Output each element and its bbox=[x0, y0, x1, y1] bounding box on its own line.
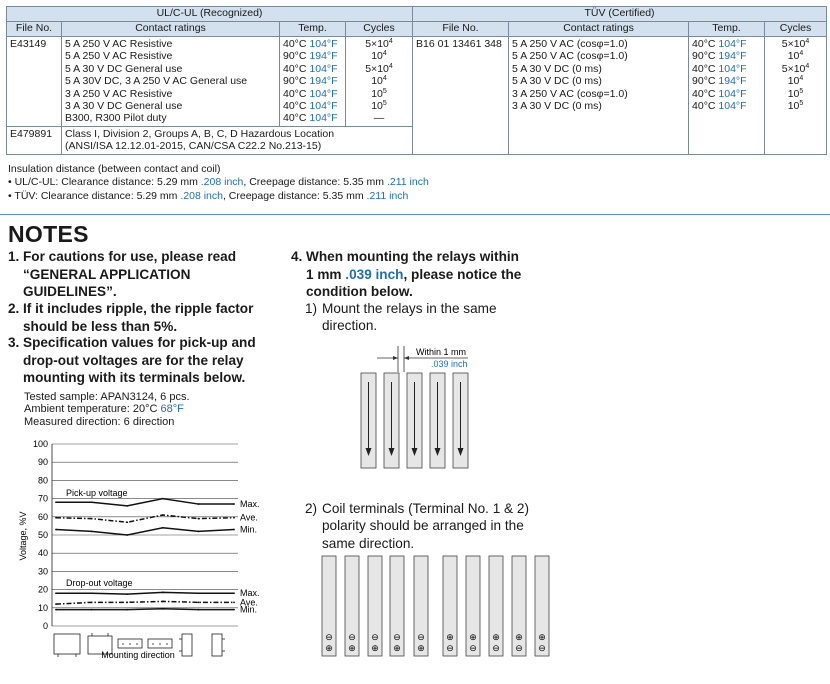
contact-rating: 3 A 250 V AC (cosφ=1.0) bbox=[512, 87, 628, 100]
temp-c: 40°C bbox=[692, 87, 719, 100]
insulation-section bbox=[8, 163, 429, 203]
data-point bbox=[55, 592, 57, 594]
col-contact-ratings: Contact ratings bbox=[62, 22, 280, 37]
minus-terminal: ⊖ bbox=[325, 632, 333, 642]
insulation-text: • UL/C-UL: Clearance distance: 5.29 mm bbox=[8, 176, 201, 189]
data-point bbox=[233, 601, 235, 603]
data-point bbox=[198, 592, 200, 594]
contact-rating: 5 A 250 V AC Resistive bbox=[65, 38, 173, 50]
ul-temp-cell bbox=[280, 37, 346, 127]
y-tick-label: 0 bbox=[42, 621, 48, 631]
note-line: should be less than 5%. bbox=[23, 318, 178, 334]
tuv-file-no: B16 01 13461 348 bbox=[413, 37, 509, 155]
y-tick-label: 10 bbox=[37, 602, 48, 613]
ambient-text: Ambient temperature: 20°C bbox=[24, 403, 161, 416]
contact-rating: 5 A 30V DC, 3 A 250 V AC General use bbox=[65, 75, 248, 88]
insulation-text: • TÜV: Clearance distance: 5.29 mm bbox=[8, 189, 181, 202]
tuv-contact-cell bbox=[509, 37, 689, 155]
data-point bbox=[162, 601, 164, 603]
series-line-pick-up-max bbox=[56, 499, 234, 506]
data-point bbox=[162, 514, 164, 516]
y-tick-label: 50 bbox=[37, 530, 48, 540]
x-axis-label-line: Mounting direction bbox=[101, 650, 175, 660]
cycles-base: 10 bbox=[787, 75, 800, 88]
data-point bbox=[126, 521, 128, 523]
note-1 bbox=[8, 248, 288, 301]
contact-rating: 5 A 250 V AC Resistive bbox=[65, 50, 173, 63]
data-point bbox=[55, 603, 57, 605]
temp-value bbox=[692, 75, 761, 87]
temp-c: 40°C bbox=[283, 87, 310, 100]
plus-terminal: ⊕ bbox=[515, 632, 523, 642]
direction-icon bbox=[182, 634, 192, 656]
chart-series bbox=[55, 498, 235, 611]
temp-c: 40°C bbox=[283, 112, 310, 125]
condition-line: direction. bbox=[322, 318, 378, 334]
direction-icon bbox=[54, 634, 80, 654]
temp-f: 104°F bbox=[309, 99, 338, 112]
series-label: Min. bbox=[240, 524, 258, 535]
data-point bbox=[91, 518, 93, 520]
data-point bbox=[91, 609, 93, 611]
temp-c: 40°C bbox=[692, 99, 719, 112]
cycles-value bbox=[768, 38, 823, 50]
cycles-value bbox=[349, 100, 409, 112]
col-file-no: File No. bbox=[413, 22, 509, 37]
note-text: , please notice the bbox=[403, 266, 522, 282]
minus-terminal: ⊖ bbox=[417, 632, 425, 642]
chart-grid bbox=[52, 444, 238, 626]
insulation-ul-line bbox=[8, 176, 429, 189]
insulation-inch: .211 inch bbox=[366, 189, 409, 202]
temp-c: 40°C bbox=[283, 62, 310, 75]
data-point bbox=[91, 592, 93, 594]
same-direction-diagram bbox=[355, 340, 495, 475]
minus-terminal: ⊖ bbox=[371, 632, 379, 642]
data-point bbox=[55, 517, 57, 519]
temp-f: 104°F bbox=[309, 112, 338, 125]
contact-rating: 3 A 250 V AC Resistive bbox=[65, 87, 173, 100]
cycles-base: 5×10 bbox=[781, 62, 806, 75]
minus-terminal: ⊖ bbox=[469, 643, 477, 653]
dropout-annotation: Drop-out voltage bbox=[66, 578, 133, 588]
insulation-tuv-line bbox=[8, 190, 429, 203]
contact-rating: B300, R300 Pilot duty bbox=[65, 112, 167, 125]
temp-c: 40°C bbox=[692, 38, 719, 50]
within-label: Within 1 mm bbox=[416, 347, 467, 357]
contact-rating: 3 A 30 V DC General use bbox=[65, 99, 183, 112]
temp-value bbox=[283, 75, 342, 87]
temp-c: 90°C bbox=[692, 50, 719, 63]
cycles-exp: 5 bbox=[799, 99, 804, 107]
series-labels bbox=[240, 499, 260, 615]
temp-value bbox=[692, 38, 761, 50]
condition-1 bbox=[305, 300, 565, 335]
note-line: mounting with its terminals below. bbox=[23, 370, 246, 385]
plus-terminal: ⊕ bbox=[325, 643, 333, 653]
condition-line: Mount the relays in the same bbox=[322, 301, 497, 316]
y-tick-label: 60 bbox=[37, 511, 48, 522]
minus-terminal: ⊖ bbox=[348, 632, 356, 642]
ul-file-no: E479891 bbox=[7, 126, 62, 154]
y-tick-label: 80 bbox=[37, 475, 48, 486]
cycles-value bbox=[349, 63, 409, 75]
cycles-exp: 4 bbox=[382, 75, 387, 83]
temp-c: 90°C bbox=[283, 75, 310, 88]
hazard-line: (ANSI/ISA 12.12.01-2015, CAN/CSA C22.2 No.213-15) bbox=[65, 140, 322, 153]
data-point bbox=[198, 503, 200, 505]
ambient-temperature bbox=[24, 403, 190, 415]
contact-rating: 5 A 250 V AC (cosφ=1.0) bbox=[512, 38, 628, 50]
ambient-f: 68°F bbox=[160, 403, 184, 416]
cycles-base: 5×10 bbox=[365, 62, 389, 75]
cycles-exp: 4 bbox=[382, 50, 387, 58]
condition-line: polarity should be arranged in the bbox=[322, 518, 524, 534]
data-point bbox=[55, 609, 57, 611]
condition-number: 1) bbox=[305, 301, 318, 316]
insulation-text: , Creepage distance: 5.35 mm bbox=[222, 189, 367, 202]
temp-f: 194°F bbox=[309, 75, 338, 88]
data-point bbox=[91, 501, 93, 503]
cycles-exp: 4 bbox=[805, 38, 810, 45]
cycles-exp: 4 bbox=[388, 62, 393, 70]
data-point bbox=[55, 529, 57, 531]
temp-f: 194°F bbox=[718, 75, 747, 88]
series-line-pick-up-min bbox=[56, 528, 234, 535]
note-number: 1. bbox=[8, 249, 20, 264]
temp-c: 90°C bbox=[692, 75, 719, 88]
temp-c: 90°C bbox=[283, 50, 310, 63]
section-divider bbox=[0, 214, 830, 215]
temp-f: 104°F bbox=[309, 38, 338, 50]
minus-terminal: ⊖ bbox=[393, 632, 401, 642]
y-tick-label: 20 bbox=[37, 584, 48, 595]
cycles-exp: 4 bbox=[799, 50, 804, 58]
temp-value bbox=[692, 63, 761, 75]
cycles-value bbox=[768, 50, 823, 62]
cycles-base: — bbox=[373, 112, 385, 125]
polarity-diagram bbox=[318, 555, 558, 658]
x-axis-label bbox=[101, 650, 175, 660]
col-temp: Temp. bbox=[689, 22, 765, 37]
y-tick-label: 100 bbox=[32, 439, 48, 449]
minus-terminal: ⊖ bbox=[492, 643, 500, 653]
tested-sample: Tested sample: APAN3124, 6 pcs. bbox=[24, 391, 190, 403]
notes-title: NOTES bbox=[8, 221, 89, 247]
series-line-pick-up-ave bbox=[56, 515, 234, 522]
insulation-text: , Creepage distance: 5.35 mm bbox=[243, 176, 387, 189]
series-label: Ave. bbox=[240, 512, 258, 523]
contact-rating: 3 A 30 V DC (0 ms) bbox=[512, 99, 602, 112]
cycles-exp: 4 bbox=[388, 38, 393, 45]
series-label: Max. bbox=[240, 499, 260, 510]
temp-value bbox=[283, 112, 342, 124]
y-tick-label: 70 bbox=[37, 493, 48, 504]
cycles-value bbox=[768, 100, 823, 112]
note-line: When mounting the relays within bbox=[306, 249, 519, 264]
temp-f: 104°F bbox=[718, 87, 747, 100]
temp-f: 194°F bbox=[309, 50, 338, 63]
temp-value bbox=[283, 50, 342, 62]
data-point bbox=[91, 530, 93, 532]
pickup-annotation: Pick-up voltage bbox=[66, 488, 128, 498]
note-line: condition below. bbox=[306, 284, 413, 299]
contact-rating: 5 A 30 V DC (0 ms) bbox=[512, 62, 602, 75]
cycles-value bbox=[349, 38, 409, 50]
series-label: Min. bbox=[240, 604, 258, 615]
condition-2 bbox=[305, 500, 585, 552]
note-line bbox=[291, 266, 591, 284]
temp-f: 194°F bbox=[718, 50, 747, 63]
temp-value bbox=[283, 100, 342, 112]
data-point bbox=[233, 503, 235, 505]
plus-terminal: ⊕ bbox=[469, 632, 477, 642]
cycles-base: 10 bbox=[787, 87, 800, 100]
tuv-group-header: TÜV (Certified) bbox=[413, 7, 827, 22]
temp-f: 104°F bbox=[309, 62, 338, 75]
cycles-base: 5×10 bbox=[365, 38, 389, 50]
ul-contact-cell bbox=[62, 37, 280, 127]
series-line-drop-out-ave bbox=[56, 601, 234, 604]
plus-terminal: ⊕ bbox=[348, 643, 356, 653]
data-point bbox=[126, 534, 128, 536]
minus-terminal: ⊖ bbox=[538, 643, 546, 653]
col-file-no: File No. bbox=[7, 22, 62, 37]
cycles-base: 5×10 bbox=[781, 38, 806, 50]
insulation-inch: .211 inch bbox=[386, 176, 429, 189]
cycles-base: 10 bbox=[371, 99, 383, 112]
data-point bbox=[126, 593, 128, 595]
series-label: Max. bbox=[240, 588, 260, 599]
cycles-base: 10 bbox=[787, 99, 800, 112]
temp-c: 40°C bbox=[692, 62, 719, 75]
temp-value bbox=[283, 88, 342, 100]
cycles-base: 10 bbox=[371, 87, 383, 100]
temp-f: 104°F bbox=[718, 99, 747, 112]
cycles-value bbox=[768, 88, 823, 100]
within-inch: .039 inch bbox=[431, 359, 468, 369]
data-point bbox=[162, 608, 164, 610]
note-text: 1 mm bbox=[306, 266, 346, 282]
cycles-exp: 5 bbox=[382, 87, 387, 95]
data-point bbox=[233, 609, 235, 611]
ul-group-header: UL/C-UL (Recognized) bbox=[7, 7, 413, 22]
ul-hazard-cell bbox=[62, 126, 413, 154]
plus-terminal: ⊕ bbox=[417, 643, 425, 653]
note-3 bbox=[8, 334, 288, 387]
col-contact-ratings: Contact ratings bbox=[509, 22, 689, 37]
data-point bbox=[162, 527, 164, 529]
y-tick-label: 40 bbox=[37, 548, 48, 559]
note-2 bbox=[8, 300, 288, 335]
condition-line: Coil terminals (Terminal No. 1 & 2) bbox=[322, 501, 529, 516]
series-line-drop-out-min bbox=[56, 609, 234, 610]
tuv-cycles-cell bbox=[765, 37, 827, 155]
data-point bbox=[126, 601, 128, 603]
ul-file-no: E43149 bbox=[7, 37, 62, 127]
cycles-value bbox=[349, 112, 409, 124]
temp-value bbox=[692, 50, 761, 62]
data-point bbox=[198, 518, 200, 520]
cycles-exp: 4 bbox=[799, 75, 804, 83]
note-4 bbox=[291, 248, 591, 301]
minus-terminal: ⊖ bbox=[446, 643, 454, 653]
cycles-base: 10 bbox=[787, 50, 800, 63]
note-line: “GENERAL APPLICATION bbox=[23, 266, 191, 282]
data-point bbox=[233, 529, 235, 531]
cycles-exp: 4 bbox=[805, 62, 810, 70]
data-point bbox=[162, 591, 164, 593]
data-point bbox=[55, 501, 57, 503]
hazard-line: Class I, Division 2, Groups A, B, C, D Hazardous Location bbox=[65, 127, 335, 140]
temp-c: 40°C bbox=[283, 38, 310, 50]
data-point bbox=[126, 505, 128, 507]
insulation-inch: .208 inch bbox=[180, 189, 223, 202]
note-line: If it includes ripple, the ripple factor bbox=[23, 301, 254, 316]
cycles-exp: 5 bbox=[799, 87, 804, 95]
series-line-drop-out-max bbox=[56, 592, 234, 594]
note-number: 2. bbox=[8, 301, 20, 316]
data-point bbox=[198, 609, 200, 611]
cycles-base: 10 bbox=[371, 50, 383, 63]
minus-terminal: ⊖ bbox=[515, 643, 523, 653]
cycles-value bbox=[768, 75, 823, 87]
note-line: For cautions for use, please read bbox=[23, 249, 237, 264]
table-row bbox=[7, 37, 827, 127]
note-inch: .039 inch bbox=[345, 266, 404, 282]
contact-rating: 5 A 250 V AC (cosφ=1.0) bbox=[512, 50, 628, 63]
temp-value bbox=[692, 100, 761, 112]
y-tick-label: 90 bbox=[37, 457, 48, 468]
data-point bbox=[233, 592, 235, 594]
data-point bbox=[91, 601, 93, 603]
cycles-value bbox=[349, 50, 409, 62]
note-number: 3. bbox=[8, 335, 20, 350]
test-conditions bbox=[24, 391, 190, 428]
temp-value bbox=[692, 88, 761, 100]
col-temp: Temp. bbox=[280, 22, 346, 37]
insulation-heading: Insulation distance (between contact and coil) bbox=[8, 163, 221, 175]
temp-value bbox=[283, 38, 342, 50]
temp-c: 40°C bbox=[283, 99, 310, 112]
cycles-base: 10 bbox=[371, 75, 383, 88]
note-line: drop-out voltages are for the relay bbox=[23, 352, 244, 368]
y-axis-label: Voltage, %V bbox=[18, 511, 28, 561]
y-tick-label: 30 bbox=[37, 566, 48, 577]
temp-value bbox=[283, 63, 342, 75]
tuv-temp-cell bbox=[689, 37, 765, 155]
data-point bbox=[126, 609, 128, 611]
data-point bbox=[233, 517, 235, 519]
direction-icon bbox=[212, 634, 222, 656]
measured-direction: Measured direction: 6 direction bbox=[24, 415, 175, 428]
condition-number: 2) bbox=[305, 501, 318, 516]
temp-f: 104°F bbox=[718, 38, 747, 50]
col-cycles: Cycles bbox=[346, 22, 413, 37]
cycles-exp: 5 bbox=[382, 99, 387, 107]
data-point bbox=[198, 530, 200, 532]
temp-f: 104°F bbox=[718, 62, 747, 75]
col-cycles: Cycles bbox=[765, 22, 827, 37]
insulation-inch: .208 inch bbox=[200, 176, 244, 189]
voltage-chart bbox=[14, 436, 262, 674]
plus-terminal: ⊕ bbox=[371, 643, 379, 653]
cycles-value bbox=[768, 63, 823, 75]
condition-line: same direction. bbox=[322, 535, 415, 551]
plus-terminal: ⊕ bbox=[492, 632, 500, 642]
contact-rating: 5 A 30 V DC General use bbox=[65, 62, 183, 75]
series-label: Ave. bbox=[240, 597, 258, 608]
note-number: 4. bbox=[291, 249, 303, 264]
plus-terminal: ⊕ bbox=[538, 632, 546, 642]
cycles-value bbox=[349, 88, 409, 100]
ratings-table bbox=[6, 6, 827, 155]
plus-terminal: ⊕ bbox=[393, 643, 401, 653]
ul-cycles-cell bbox=[346, 37, 413, 127]
note-line: Specification values for pick-up and bbox=[23, 335, 256, 350]
temp-f: 104°F bbox=[309, 87, 338, 100]
plus-terminal: ⊕ bbox=[446, 632, 454, 642]
note-line: GUIDELINES”. bbox=[23, 284, 117, 299]
data-point bbox=[162, 498, 164, 500]
data-point bbox=[198, 601, 200, 603]
cycles-value bbox=[349, 75, 409, 87]
contact-rating: 5 A 30 V DC (0 ms) bbox=[512, 75, 602, 88]
y-tick-labels bbox=[33, 439, 48, 631]
